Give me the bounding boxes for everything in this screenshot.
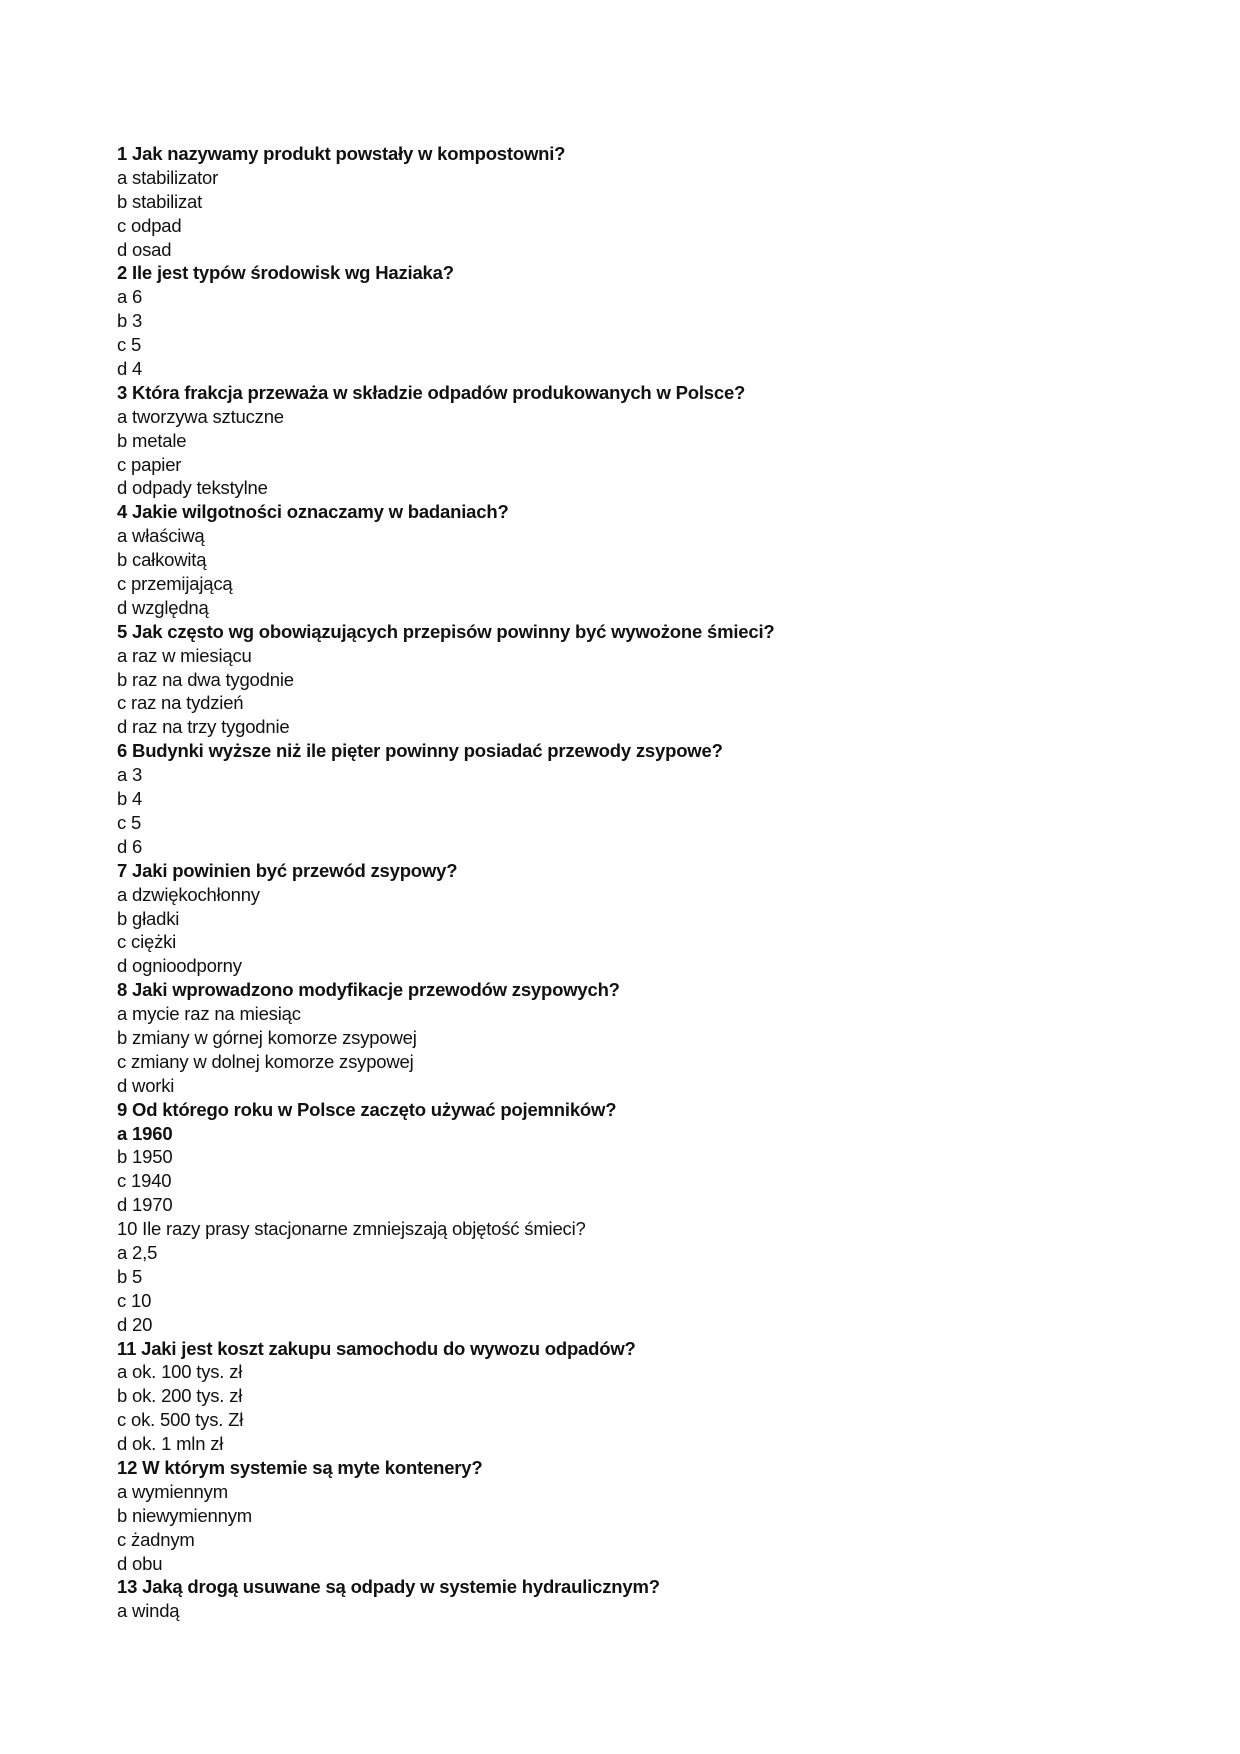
question-2 xyxy=(117,261,1117,285)
option-letter: b xyxy=(117,1026,128,1048)
question-number: 7 xyxy=(117,859,128,881)
option-text: metale xyxy=(132,429,187,451)
option-text: worki xyxy=(132,1074,175,1096)
option-text: mycie raz na miesiąc xyxy=(132,1003,301,1025)
answer-option-2b xyxy=(117,309,1117,333)
option-text: ok. 100 tys. zł xyxy=(132,1361,243,1383)
option-letter: a xyxy=(117,1480,128,1502)
answer-option-3b xyxy=(117,429,1117,453)
option-letter: d xyxy=(117,716,128,738)
option-letter: a xyxy=(117,286,128,308)
question-number: 4 xyxy=(117,501,128,523)
question-text: Ile jest typów środowisk wg Haziaka? xyxy=(132,262,454,284)
option-letter: a xyxy=(117,525,128,547)
question-number: 9 xyxy=(117,1098,128,1120)
question-text: Od którego roku w Polsce zaczęto używać pojemników? xyxy=(132,1098,617,1120)
option-text: żadnym xyxy=(131,1528,195,1550)
answer-option-7a xyxy=(117,883,1117,907)
answer-option-4c xyxy=(117,572,1117,596)
option-letter: b xyxy=(117,310,128,332)
answer-option-10d xyxy=(117,1313,1117,1337)
answer-option-5a xyxy=(117,644,1117,668)
answer-option-12a xyxy=(117,1480,1117,1504)
answer-option-3a xyxy=(117,405,1117,429)
option-letter: a xyxy=(117,1361,128,1383)
answer-option-6b xyxy=(117,787,1117,811)
option-text: raz w miesiącu xyxy=(132,644,252,666)
answer-option-12d xyxy=(117,1552,1117,1576)
option-letter: c xyxy=(117,811,127,833)
option-letter: b xyxy=(117,1265,128,1287)
option-letter: c xyxy=(117,453,127,475)
option-text: 6 xyxy=(132,286,143,308)
option-letter: c xyxy=(117,1528,127,1550)
question-text: Jaką drogą usuwane są odpady w systemie hydraulicznym? xyxy=(142,1576,660,1598)
option-letter: d xyxy=(117,1433,128,1455)
option-letter: d xyxy=(117,1552,128,1574)
option-text: papier xyxy=(131,453,182,475)
answer-option-12c xyxy=(117,1528,1117,1552)
option-text: obu xyxy=(132,1552,163,1574)
option-letter: c xyxy=(117,1289,127,1311)
option-text: względną xyxy=(132,596,209,618)
option-letter: c xyxy=(117,1170,127,1192)
answer-option-1a xyxy=(117,166,1117,190)
answer-option-4d xyxy=(117,596,1117,620)
question-number: 5 xyxy=(117,620,128,642)
option-letter: a xyxy=(117,644,128,666)
option-text: 10 xyxy=(131,1289,152,1311)
question-10 xyxy=(117,1217,1117,1241)
option-letter: c xyxy=(117,573,127,595)
question-number: 3 xyxy=(117,381,128,403)
option-text: ciężki xyxy=(131,931,177,953)
answer-option-10a xyxy=(117,1241,1117,1265)
question-4 xyxy=(117,500,1117,524)
answer-option-1d xyxy=(117,238,1117,262)
option-letter: b xyxy=(117,668,128,690)
question-7 xyxy=(117,859,1117,883)
option-text: windą xyxy=(132,1600,180,1622)
option-text: raz na trzy tygodnie xyxy=(132,716,290,738)
question-text: W którym systemie są myte kontenery? xyxy=(142,1456,483,1478)
answer-option-9d xyxy=(117,1193,1117,1217)
option-letter: a xyxy=(117,1003,128,1025)
option-text: osad xyxy=(132,238,172,260)
answer-option-4a xyxy=(117,524,1117,548)
option-letter: c xyxy=(117,1409,127,1431)
question-text: Jaki powinien być przewód zsypowy? xyxy=(132,859,458,881)
answer-option-12b xyxy=(117,1504,1117,1528)
option-letter: c xyxy=(117,1050,127,1072)
question-text: Budynki wyższe niż ile pięter powinny posiadać przewody zsypowe? xyxy=(132,740,723,762)
option-letter: a xyxy=(117,764,128,786)
option-letter: c xyxy=(117,692,127,714)
question-text: Która frakcja przeważa w składzie odpadów produkowanych w Polsce? xyxy=(132,381,746,403)
option-letter: a xyxy=(117,883,128,905)
option-letter: d xyxy=(117,835,128,857)
question-number: 11 xyxy=(117,1337,137,1359)
answer-option-1c xyxy=(117,214,1117,238)
option-letter: b xyxy=(117,1146,128,1168)
answer-option-11c xyxy=(117,1408,1117,1432)
option-text: całkowitą xyxy=(132,549,207,571)
answer-option-10c xyxy=(117,1289,1117,1313)
answer-option-5b xyxy=(117,668,1117,692)
question-11 xyxy=(117,1337,1117,1361)
answer-option-11b xyxy=(117,1384,1117,1408)
option-letter: b xyxy=(117,907,128,929)
answer-option-3d xyxy=(117,476,1117,500)
answer-option-7d xyxy=(117,954,1117,978)
option-letter: b xyxy=(117,1504,128,1526)
question-9 xyxy=(117,1098,1117,1122)
question-text: Jak nazywamy produkt powstały w kompostowni? xyxy=(132,143,566,164)
question-1 xyxy=(117,142,1117,166)
option-letter: c xyxy=(117,334,127,356)
option-text: 1940 xyxy=(131,1170,172,1192)
answer-option-9b xyxy=(117,1145,1117,1169)
option-letter: a xyxy=(117,1600,128,1622)
option-text: raz na dwa tygodnie xyxy=(132,668,294,690)
answer-option-3c xyxy=(117,453,1117,477)
answer-option-2d xyxy=(117,357,1117,381)
answer-option-13a xyxy=(117,1599,1117,1623)
answer-option-6c xyxy=(117,811,1117,835)
option-letter: b xyxy=(117,1385,128,1407)
option-text: właściwą xyxy=(132,525,205,547)
question-text: Jaki jest koszt zakupu samochodu do wywozu odpadów? xyxy=(141,1337,636,1359)
option-text: zmiany w dolnej komorze zsypowej xyxy=(131,1050,414,1072)
option-letter: d xyxy=(117,1194,128,1216)
option-text: gładki xyxy=(132,907,180,929)
question-text: Jakie wilgotności oznaczamy w badaniach? xyxy=(132,501,509,523)
option-text: 3 xyxy=(132,764,143,786)
option-letter: b xyxy=(117,549,128,571)
answer-option-6d xyxy=(117,835,1117,859)
answer-option-6a xyxy=(117,763,1117,787)
option-letter: a xyxy=(117,1241,128,1263)
question-text: Jak często wg obowiązujących przepisów powinny być wywożone śmieci? xyxy=(132,620,775,642)
option-letter: c xyxy=(117,931,127,953)
option-letter: d xyxy=(117,955,128,977)
option-letter: d xyxy=(117,1313,128,1335)
question-number: 1 xyxy=(117,143,128,164)
answer-option-9a xyxy=(117,1122,1117,1146)
option-text: odpady tekstylne xyxy=(132,477,268,499)
option-letter: b xyxy=(117,429,128,451)
option-letter: c xyxy=(117,214,127,236)
answer-option-8c xyxy=(117,1050,1117,1074)
option-text: 1970 xyxy=(132,1194,173,1216)
answer-option-11a xyxy=(117,1360,1117,1384)
option-letter: a xyxy=(117,405,128,427)
question-12 xyxy=(117,1456,1117,1480)
option-text: ok. 1 mln zł xyxy=(132,1433,224,1455)
answer-option-10b xyxy=(117,1265,1117,1289)
option-text: 4 xyxy=(132,358,143,380)
question-number: 6 xyxy=(117,740,128,762)
option-text: 5 xyxy=(131,811,142,833)
option-text: 5 xyxy=(132,1265,143,1287)
question-number: 10 xyxy=(117,1218,138,1240)
question-text: Ile razy prasy stacjonarne zmniejszają objętość śmieci? xyxy=(142,1218,586,1240)
option-letter: d xyxy=(117,238,128,260)
option-text: stabilizator xyxy=(132,166,219,188)
quiz-document xyxy=(117,142,1117,1623)
option-text: 6 xyxy=(132,835,143,857)
option-text: ognioodporny xyxy=(132,955,242,977)
question-number: 2 xyxy=(117,262,128,284)
question-13 xyxy=(117,1575,1117,1599)
option-text: 3 xyxy=(132,310,143,332)
question-6 xyxy=(117,739,1117,763)
option-letter: d xyxy=(117,358,128,380)
option-letter: d xyxy=(117,1074,128,1096)
option-text: raz na tydzień xyxy=(131,692,244,714)
option-text: ok. 500 tys. Zł xyxy=(131,1409,244,1431)
option-text: stabilizat xyxy=(132,190,203,212)
option-text: 2,5 xyxy=(132,1241,158,1263)
answer-option-8a xyxy=(117,1002,1117,1026)
option-text: 4 xyxy=(132,788,143,810)
answer-option-2c xyxy=(117,333,1117,357)
option-text: tworzywa sztuczne xyxy=(132,405,284,427)
question-number: 12 xyxy=(117,1456,138,1478)
question-number: 8 xyxy=(117,979,128,1001)
answer-option-5d xyxy=(117,715,1117,739)
answer-option-8b xyxy=(117,1026,1117,1050)
answer-option-5c xyxy=(117,691,1117,715)
answer-option-11d xyxy=(117,1432,1117,1456)
answer-option-7b xyxy=(117,907,1117,931)
option-letter: d xyxy=(117,596,128,618)
option-text: wymiennym xyxy=(132,1480,228,1502)
answer-option-4b xyxy=(117,548,1117,572)
option-text: ok. 200 tys. zł xyxy=(132,1385,243,1407)
option-text: zmiany w górnej komorze zsypowej xyxy=(132,1026,417,1048)
answer-option-8d xyxy=(117,1074,1117,1098)
option-letter: b xyxy=(117,190,128,212)
answer-option-9c xyxy=(117,1169,1117,1193)
option-text: 5 xyxy=(131,334,142,356)
option-text: dzwiękochłonny xyxy=(132,883,260,905)
option-letter: a xyxy=(117,166,128,188)
option-text: 20 xyxy=(132,1313,153,1335)
option-text: 1960 xyxy=(132,1122,173,1144)
option-text: odpad xyxy=(131,214,182,236)
answer-option-7c xyxy=(117,930,1117,954)
option-letter: a xyxy=(117,1122,128,1144)
answer-option-2a xyxy=(117,285,1117,309)
option-letter: d xyxy=(117,477,128,499)
question-3 xyxy=(117,381,1117,405)
option-letter: b xyxy=(117,788,128,810)
option-text: przemijającą xyxy=(131,573,233,595)
answer-option-1b xyxy=(117,190,1117,214)
option-text: 1950 xyxy=(132,1146,173,1168)
question-text: Jaki wprowadzono modyfikacje przewodów zsypowych? xyxy=(132,979,620,1001)
question-number: 13 xyxy=(117,1576,138,1598)
option-text: niewymiennym xyxy=(132,1504,252,1526)
question-8 xyxy=(117,978,1117,1002)
question-5 xyxy=(117,620,1117,644)
